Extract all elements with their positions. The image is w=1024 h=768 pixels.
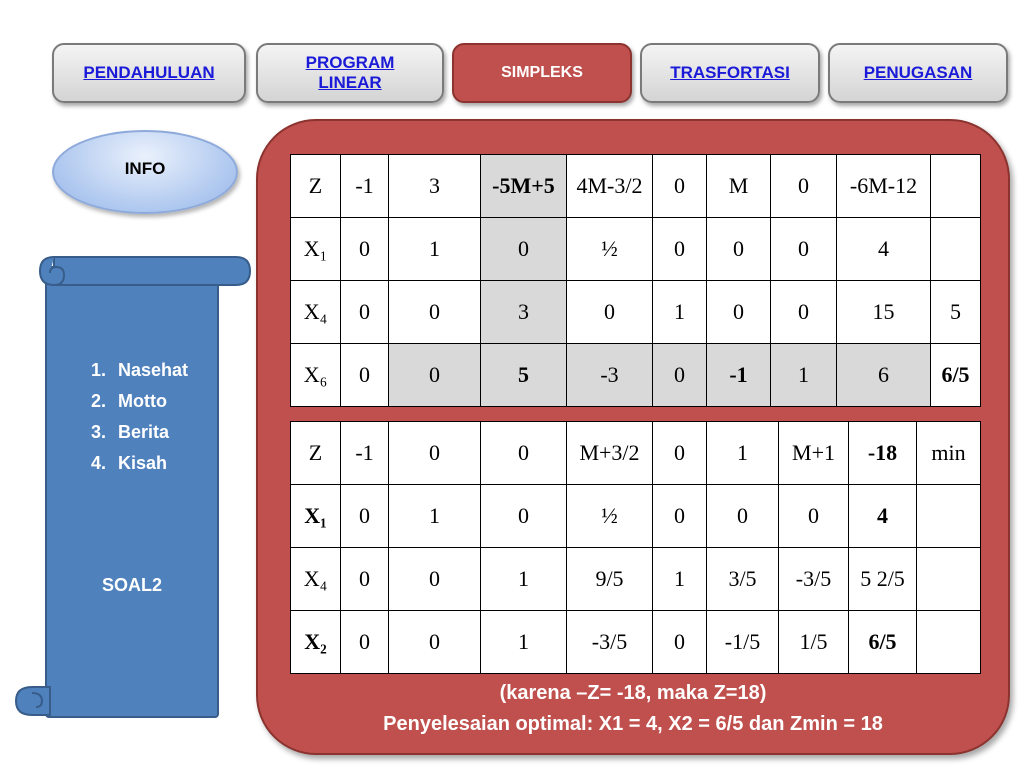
table-cell: 0 <box>341 281 389 344</box>
table-cell: 3 <box>481 281 567 344</box>
table-cell: 15 <box>837 281 931 344</box>
sidebar-item-nasehat[interactable]: 1. Nasehat <box>90 360 189 380</box>
table-cell: M+1 <box>779 422 849 485</box>
table-cell: 0 <box>389 344 481 407</box>
table-cell: -18 <box>849 422 917 485</box>
nav-label: PENDAHULUAN <box>83 63 215 82</box>
table-cell: 0 <box>653 422 707 485</box>
nav-program-linear-button[interactable] <box>256 43 444 103</box>
table-cell: 0 <box>389 611 481 674</box>
table-cell <box>917 485 981 548</box>
table-cell: Z <box>291 422 341 485</box>
table-cell: 0 <box>653 218 707 281</box>
table-cell: 0 <box>481 218 567 281</box>
table-cell: 1 <box>481 611 567 674</box>
conclusion-line-2: Penyelesaian optimal: X1 = 4, X2 = 6/5 dan Zmin = 18 <box>383 713 883 735</box>
simplex-table-iteration-1 <box>290 154 981 407</box>
table-cell <box>931 155 981 218</box>
nav-trasfortasi-button[interactable] <box>640 43 820 103</box>
simplex-table-iteration-2 <box>290 421 981 674</box>
table-cell: min <box>917 422 981 485</box>
table-cell: -3 <box>567 344 653 407</box>
table-cell: 1 <box>653 548 707 611</box>
table-cell: 3 <box>389 155 481 218</box>
table-cell: 0 <box>389 548 481 611</box>
table-cell: Z <box>291 155 341 218</box>
sidebar-item-motto[interactable]: 2. Motto <box>90 391 167 411</box>
table-cell: 0 <box>653 155 707 218</box>
table-cell: -6M-12 <box>837 155 931 218</box>
table-cell: 0 <box>341 485 389 548</box>
table-cell: X₄ <box>291 548 341 611</box>
table-cell: 1/5 <box>779 611 849 674</box>
table-cell: -1 <box>707 344 771 407</box>
table-cell: 0 <box>389 281 481 344</box>
table-cell: 0 <box>653 344 707 407</box>
table-cell: -3/5 <box>567 611 653 674</box>
nav-simpleks-button[interactable] <box>452 43 632 103</box>
solution-text <box>256 678 1010 740</box>
table-cell <box>917 611 981 674</box>
conclusion-line-1: (karena –Z= -18, maka Z=18) <box>499 682 767 704</box>
nav-label: TRASFORTASI <box>670 63 790 82</box>
table-row <box>291 548 981 611</box>
sidebar-menu <box>46 355 218 479</box>
table-row <box>291 155 981 218</box>
table-row <box>291 611 981 674</box>
table-row <box>291 218 981 281</box>
table-cell: 0 <box>341 611 389 674</box>
table-cell: 1 <box>481 548 567 611</box>
table-cell: 1 <box>771 344 837 407</box>
table-cell: 0 <box>771 218 837 281</box>
nav-penugasan-button[interactable] <box>828 43 1008 103</box>
scroll-banner <box>14 255 252 720</box>
table-cell: 6/5 <box>931 344 981 407</box>
sidebar-item-berita[interactable]: 3. Berita <box>90 422 170 442</box>
table-cell: X₆ <box>291 344 341 407</box>
table-cell: 0 <box>389 422 481 485</box>
table-row <box>291 344 981 407</box>
table-cell: 0 <box>481 485 567 548</box>
table-cell: X₂ <box>291 611 341 674</box>
table-cell: 0 <box>481 422 567 485</box>
table-cell: 5 2/5 <box>849 548 917 611</box>
table-cell: 5 <box>481 344 567 407</box>
table-cell: 1 <box>653 281 707 344</box>
table-cell: 0 <box>707 485 779 548</box>
table-cell: -1 <box>341 155 389 218</box>
table-cell <box>917 548 981 611</box>
table-cell: -3/5 <box>779 548 849 611</box>
table-cell: 1 <box>707 422 779 485</box>
table-cell: 9/5 <box>567 548 653 611</box>
sidebar-item-soal2[interactable]: SOAL2 <box>101 575 162 595</box>
table-cell: 0 <box>341 218 389 281</box>
table-cell: X₁ <box>291 485 341 548</box>
table-cell: -1 <box>341 422 389 485</box>
table-cell: 5 <box>931 281 981 344</box>
table-cell: 0 <box>341 548 389 611</box>
table-cell: X₄ <box>291 281 341 344</box>
table-row <box>291 281 981 344</box>
table-cell: 0 <box>707 281 771 344</box>
info-button[interactable] <box>52 130 238 214</box>
table-cell: 3/5 <box>707 548 779 611</box>
nav-label: PROGRAM LINEAR <box>305 53 395 92</box>
table-cell: -5M+5 <box>481 155 567 218</box>
table-cell <box>931 218 981 281</box>
table-row <box>291 485 981 548</box>
table-cell: ½ <box>567 485 653 548</box>
table-cell: X₁ <box>291 218 341 281</box>
table-cell: 4M-3/2 <box>567 155 653 218</box>
table-cell: 0 <box>707 218 771 281</box>
table-cell: 0 <box>779 485 849 548</box>
table-cell: M+3/2 <box>567 422 653 485</box>
table-cell: 0 <box>653 611 707 674</box>
table-cell: 6 <box>837 344 931 407</box>
table-cell: 0 <box>771 155 837 218</box>
nav-label: PENUGASAN <box>863 63 973 82</box>
table-cell: 4 <box>849 485 917 548</box>
table-cell: 1 <box>389 218 481 281</box>
table-cell: ½ <box>567 218 653 281</box>
nav-pendahuluan-button[interactable] <box>52 43 246 103</box>
table-cell: 0 <box>341 344 389 407</box>
table-row <box>291 422 981 485</box>
table-cell: 0 <box>567 281 653 344</box>
table-cell: 6/5 <box>849 611 917 674</box>
table-cell: -1/5 <box>707 611 779 674</box>
info-label: INFO <box>124 159 166 178</box>
table-cell: 0 <box>771 281 837 344</box>
table-cell: 1 <box>389 485 481 548</box>
table-cell: 4 <box>837 218 931 281</box>
nav-label: SIMPLEKS <box>501 64 583 81</box>
table-cell: 0 <box>653 485 707 548</box>
table-cell: M <box>707 155 771 218</box>
sidebar-item-kisah[interactable]: 4. Kisah <box>90 453 168 473</box>
